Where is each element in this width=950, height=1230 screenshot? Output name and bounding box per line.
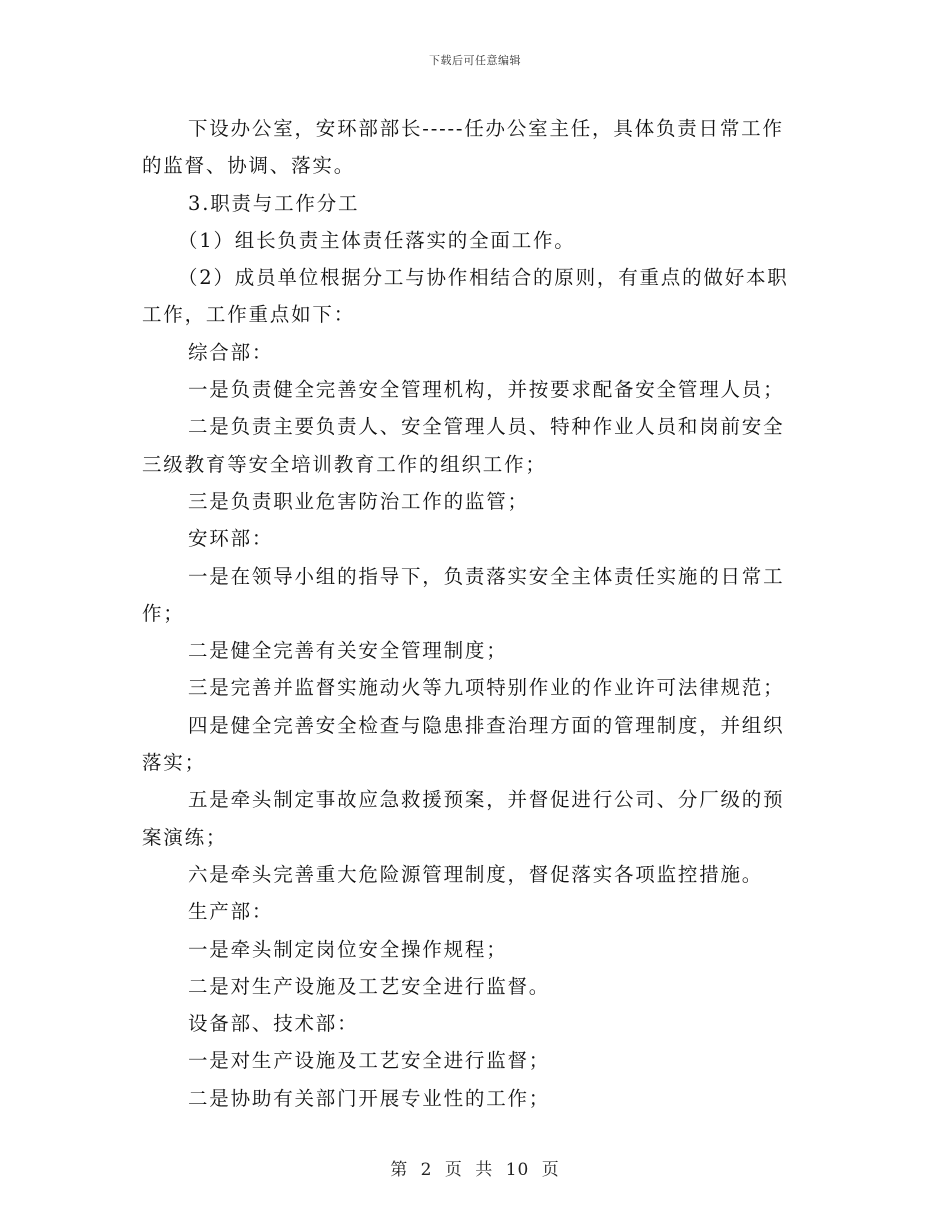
- paragraph-line: 五是牵头制定事故应急救援预案，并督促进行公司、分厂级的预: [188, 788, 785, 812]
- paragraph-line: 一是负责健全完善安全管理机构，并按要求配备安全管理人员；: [188, 378, 785, 402]
- department-heading: 综合部：: [188, 340, 274, 364]
- paragraph-line: 一是对生产设施及工艺安全进行监督；: [188, 1049, 551, 1073]
- document-body: [142, 110, 810, 1117]
- section-heading: 3.职责与工作分工: [188, 191, 360, 215]
- paragraph-line: 二是对生产设施及工艺安全进行监督。: [188, 974, 551, 998]
- page-number-footer: 第 2 页 共 10 页: [390, 1160, 560, 1180]
- department-heading: 生产部：: [188, 900, 274, 924]
- paragraph-line: 二是协助有关部门开展专业性的工作；: [188, 1086, 551, 1110]
- paragraph-line: 一是牵头制定岗位安全操作规程；: [188, 937, 508, 961]
- department-heading: 安环部：: [188, 527, 274, 551]
- paragraph-line: （2）成员单位根据分工与协作相结合的原则，有重点的做好本职: [178, 266, 789, 290]
- paragraph-line: 案演练；: [142, 825, 228, 849]
- paragraph-line: （1）组长负责主体责任落实的全面工作。: [178, 228, 576, 252]
- paragraph-line: 三是负责职业危害防治工作的监管；: [188, 489, 529, 513]
- paragraph-line: 二是健全完善有关安全管理制度；: [188, 639, 508, 663]
- paragraph-line: 六是牵头完善重大危险源管理制度，督促落实各项监控措施。: [188, 862, 764, 886]
- paragraph-line: 作；: [142, 601, 185, 625]
- paragraph-line: 四是健全完善安全检查与隐患排查治理方面的管理制度，并组织: [188, 713, 785, 737]
- paragraph-line: 工作，工作重点如下：: [142, 303, 356, 327]
- department-heading: 设备部、技术部：: [188, 1012, 359, 1036]
- paragraph-line: 三级教育等安全培训教育工作的组织工作；: [142, 452, 547, 476]
- paragraph-line: 落实；: [142, 751, 206, 775]
- paragraph-line: 三是完善并监督实施动火等九项特别作业的作业许可法律规范；: [188, 676, 785, 700]
- paragraph-line: 的监督、协调、落实。: [142, 154, 356, 178]
- page-header: 下载后可任意编辑: [429, 54, 521, 67]
- paragraph-line: 二是负责主要负责人、安全管理人员、特种作业人员和岗前安全: [188, 415, 785, 439]
- paragraph-line: 一是在领导小组的指导下，负责落实安全主体责任实施的日常工: [188, 564, 785, 588]
- paragraph-line: 下设办公室，安环部部长-----任办公室主任，具体负责日常工作: [188, 117, 784, 140]
